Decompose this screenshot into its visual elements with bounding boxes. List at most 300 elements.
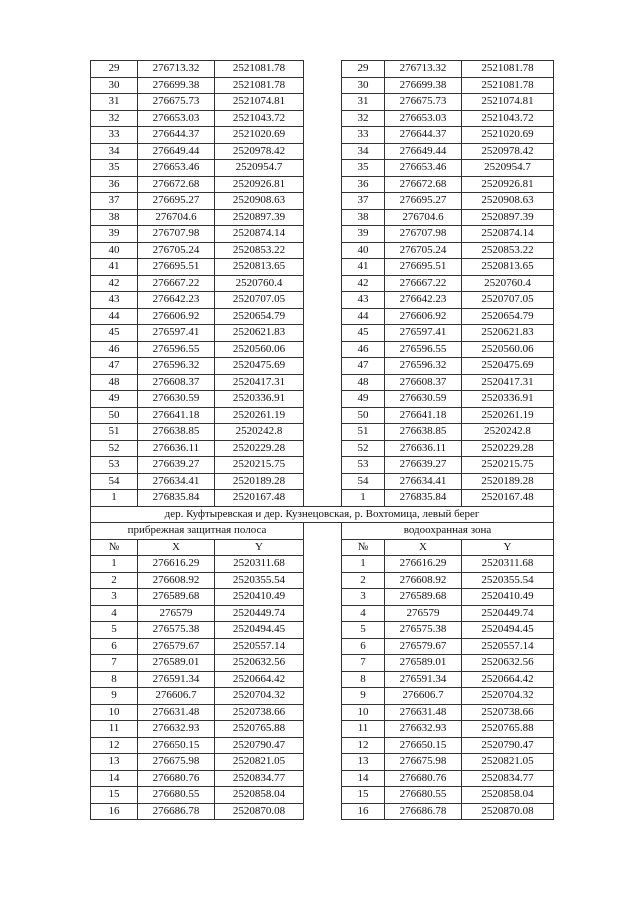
table-gap <box>304 143 342 160</box>
right-x-coordinate: 276634.41 <box>385 473 462 490</box>
left-point-number: 12 <box>91 737 138 754</box>
left-point-number: 5 <box>91 622 138 639</box>
table-row <box>91 704 554 721</box>
right-y-coordinate: 2520874.14 <box>462 226 554 243</box>
table-gap <box>304 259 342 276</box>
left-y-coordinate: 2520926.81 <box>215 176 304 193</box>
table-gap <box>304 671 342 688</box>
left-point-number: 34 <box>91 143 138 160</box>
right-y-coordinate: 2520494.45 <box>462 622 554 639</box>
table-row <box>91 638 554 655</box>
table-gap <box>304 193 342 210</box>
left-point-number: 49 <box>91 391 138 408</box>
right-y-coordinate: 2520760.4 <box>462 275 554 292</box>
left-y-coordinate: 2520621.83 <box>215 325 304 342</box>
right-point-number: 53 <box>342 457 385 474</box>
right-point-number: 47 <box>342 358 385 375</box>
top-coordinates-body <box>91 61 554 507</box>
right-point-number: 48 <box>342 374 385 391</box>
table-row <box>91 688 554 705</box>
left-y-coordinate: 2520167.48 <box>215 490 304 507</box>
left-x-coordinate: 276589.01 <box>138 655 215 672</box>
left-point-number: 36 <box>91 176 138 193</box>
table-gap <box>304 803 342 820</box>
table-row <box>91 803 554 820</box>
section-title-row <box>91 506 554 523</box>
right-x-coordinate: 276675.98 <box>385 754 462 771</box>
left-x-coordinate: 276686.78 <box>138 803 215 820</box>
left-number-header: № <box>91 539 138 556</box>
right-y-coordinate: 2520621.83 <box>462 325 554 342</box>
table-row <box>91 655 554 672</box>
table-row <box>91 391 554 408</box>
left-y-coordinate: 2520449.74 <box>215 605 304 622</box>
table-row <box>91 61 554 78</box>
right-point-number: 35 <box>342 160 385 177</box>
right-x-coordinate: 276680.76 <box>385 770 462 787</box>
right-x-coordinate: 276704.6 <box>385 209 462 226</box>
right-point-number: 40 <box>342 242 385 259</box>
right-point-number: 43 <box>342 292 385 309</box>
table-row <box>91 457 554 474</box>
table-row <box>91 440 554 457</box>
table-gap <box>304 523 342 540</box>
left-x-coordinate: 276579 <box>138 605 215 622</box>
table-row <box>91 622 554 639</box>
left-y-coordinate: 2520834.77 <box>215 770 304 787</box>
left-point-number: 13 <box>91 754 138 771</box>
table-row <box>91 160 554 177</box>
left-point-number: 37 <box>91 193 138 210</box>
right-point-number: 52 <box>342 440 385 457</box>
left-x-coordinate: 276704.6 <box>138 209 215 226</box>
right-x-coordinate: 276608.37 <box>385 374 462 391</box>
table-row <box>91 127 554 144</box>
right-point-number: 42 <box>342 275 385 292</box>
table-gap <box>304 341 342 358</box>
table-row <box>91 77 554 94</box>
table-gap <box>304 721 342 738</box>
right-y-coordinate: 2521043.72 <box>462 110 554 127</box>
right-y-coordinate: 2520654.79 <box>462 308 554 325</box>
right-y-coordinate: 2520858.04 <box>462 787 554 804</box>
table-gap <box>304 770 342 787</box>
right-y-coordinate: 2521020.69 <box>462 127 554 144</box>
left-x-coordinate: 276644.37 <box>138 127 215 144</box>
right-x-header: X <box>385 539 462 556</box>
right-y-coordinate: 2521081.78 <box>462 61 554 78</box>
table-row <box>91 770 554 787</box>
left-point-number: 48 <box>91 374 138 391</box>
left-x-coordinate: 276597.41 <box>138 325 215 342</box>
left-y-coordinate: 2520821.05 <box>215 754 304 771</box>
right-x-coordinate: 276597.41 <box>385 325 462 342</box>
right-y-coordinate: 2520189.28 <box>462 473 554 490</box>
right-y-coordinate: 2521081.78 <box>462 77 554 94</box>
right-y-coordinate: 2520765.88 <box>462 721 554 738</box>
left-point-number: 52 <box>91 440 138 457</box>
left-x-coordinate: 276653.03 <box>138 110 215 127</box>
right-x-coordinate: 276680.55 <box>385 787 462 804</box>
table-row <box>91 787 554 804</box>
table-gap <box>304 704 342 721</box>
right-point-number: 12 <box>342 737 385 754</box>
bottom-coordinates-body <box>91 556 554 820</box>
right-x-coordinate: 276713.32 <box>385 61 462 78</box>
right-point-number: 3 <box>342 589 385 606</box>
left-point-number: 29 <box>91 61 138 78</box>
left-x-coordinate: 276591.34 <box>138 671 215 688</box>
left-y-coordinate: 2520765.88 <box>215 721 304 738</box>
left-x-coordinate: 276636.11 <box>138 440 215 457</box>
left-y-coordinate: 2520242.8 <box>215 424 304 441</box>
left-x-coordinate: 276608.37 <box>138 374 215 391</box>
right-x-coordinate: 276707.98 <box>385 226 462 243</box>
left-point-number: 44 <box>91 308 138 325</box>
left-point-number: 4 <box>91 605 138 622</box>
right-x-coordinate: 276653.46 <box>385 160 462 177</box>
right-x-coordinate: 276596.55 <box>385 341 462 358</box>
left-point-number: 45 <box>91 325 138 342</box>
left-subtitle: прибрежная защитная полоса <box>91 523 304 540</box>
left-y-coordinate: 2520853.22 <box>215 242 304 259</box>
left-x-coordinate: 276596.32 <box>138 358 215 375</box>
left-y-coordinate: 2520560.06 <box>215 341 304 358</box>
table-row <box>91 275 554 292</box>
right-y-coordinate: 2520311.68 <box>462 556 554 573</box>
right-x-coordinate: 276650.15 <box>385 737 462 754</box>
table-row <box>91 209 554 226</box>
left-y-coordinate: 2520189.28 <box>215 473 304 490</box>
left-point-number: 7 <box>91 655 138 672</box>
left-y-coordinate: 2520410.49 <box>215 589 304 606</box>
right-y-coordinate: 2520560.06 <box>462 341 554 358</box>
right-x-coordinate: 276630.59 <box>385 391 462 408</box>
table-row <box>91 226 554 243</box>
right-x-coordinate: 276667.22 <box>385 275 462 292</box>
left-point-number: 2 <box>91 572 138 589</box>
left-x-coordinate: 276589.68 <box>138 589 215 606</box>
right-y-coordinate: 2520897.39 <box>462 209 554 226</box>
right-point-number: 2 <box>342 572 385 589</box>
table-gap <box>304 77 342 94</box>
right-y-coordinate: 2520707.05 <box>462 292 554 309</box>
left-point-number: 35 <box>91 160 138 177</box>
right-point-number: 4 <box>342 605 385 622</box>
table-gap <box>304 737 342 754</box>
right-y-coordinate: 2520417.31 <box>462 374 554 391</box>
right-y-coordinate: 2520664.42 <box>462 671 554 688</box>
left-x-coordinate: 276699.38 <box>138 77 215 94</box>
left-x-coordinate: 276596.55 <box>138 341 215 358</box>
right-y-coordinate: 2520790.47 <box>462 737 554 754</box>
table-gap <box>304 457 342 474</box>
table-gap <box>304 787 342 804</box>
right-point-number: 54 <box>342 473 385 490</box>
left-point-number: 30 <box>91 77 138 94</box>
right-point-number: 9 <box>342 688 385 705</box>
left-point-number: 32 <box>91 110 138 127</box>
left-y-coordinate: 2520738.66 <box>215 704 304 721</box>
right-x-coordinate: 276606.92 <box>385 308 462 325</box>
left-x-coordinate: 276672.68 <box>138 176 215 193</box>
right-x-coordinate: 276591.34 <box>385 671 462 688</box>
left-x-coordinate: 276835.84 <box>138 490 215 507</box>
right-x-coordinate: 276699.38 <box>385 77 462 94</box>
right-point-number: 46 <box>342 341 385 358</box>
column-header-row <box>91 539 554 556</box>
table-gap <box>304 160 342 177</box>
left-point-number: 42 <box>91 275 138 292</box>
coordinates-table <box>90 60 554 820</box>
table-gap <box>304 61 342 78</box>
right-point-number: 11 <box>342 721 385 738</box>
section-header <box>91 506 554 556</box>
table-gap <box>304 176 342 193</box>
table-row <box>91 193 554 210</box>
right-point-number: 5 <box>342 622 385 639</box>
left-point-number: 6 <box>91 638 138 655</box>
left-point-number: 47 <box>91 358 138 375</box>
table-gap <box>304 242 342 259</box>
table-row <box>91 110 554 127</box>
left-y-coordinate: 2520215.75 <box>215 457 304 474</box>
table-row <box>91 589 554 606</box>
right-point-number: 1 <box>342 490 385 507</box>
table-gap <box>304 688 342 705</box>
subtitle-row <box>91 523 554 540</box>
right-point-number: 38 <box>342 209 385 226</box>
left-x-coordinate: 276616.29 <box>138 556 215 573</box>
left-x-coordinate: 276707.98 <box>138 226 215 243</box>
right-x-coordinate: 276606.7 <box>385 688 462 705</box>
right-y-coordinate: 2520853.22 <box>462 242 554 259</box>
left-x-coordinate: 276606.7 <box>138 688 215 705</box>
table-row <box>91 424 554 441</box>
right-x-coordinate: 276608.92 <box>385 572 462 589</box>
left-point-number: 54 <box>91 473 138 490</box>
right-x-coordinate: 276835.84 <box>385 490 462 507</box>
right-x-coordinate: 276695.27 <box>385 193 462 210</box>
left-point-number: 38 <box>91 209 138 226</box>
left-x-coordinate: 276675.98 <box>138 754 215 771</box>
table-gap <box>304 473 342 490</box>
right-point-number: 51 <box>342 424 385 441</box>
right-point-number: 10 <box>342 704 385 721</box>
table-gap <box>304 638 342 655</box>
left-x-coordinate: 276630.59 <box>138 391 215 408</box>
right-y-coordinate: 2520978.42 <box>462 143 554 160</box>
left-x-coordinate: 276579.67 <box>138 638 215 655</box>
right-x-coordinate: 276672.68 <box>385 176 462 193</box>
left-point-number: 31 <box>91 94 138 111</box>
table-row <box>91 473 554 490</box>
right-y-coordinate: 2520557.14 <box>462 638 554 655</box>
table-row <box>91 572 554 589</box>
table-gap <box>304 655 342 672</box>
right-y-coordinate: 2520475.69 <box>462 358 554 375</box>
right-y-coordinate: 2520870.08 <box>462 803 554 820</box>
table-row <box>91 242 554 259</box>
right-y-coordinate: 2520242.8 <box>462 424 554 441</box>
table-gap <box>304 407 342 424</box>
right-point-number: 15 <box>342 787 385 804</box>
left-y-coordinate: 2520664.42 <box>215 671 304 688</box>
left-y-coordinate: 2521043.72 <box>215 110 304 127</box>
right-x-coordinate: 276642.23 <box>385 292 462 309</box>
right-y-coordinate: 2520449.74 <box>462 605 554 622</box>
left-x-coordinate: 276631.48 <box>138 704 215 721</box>
table-row <box>91 94 554 111</box>
right-x-coordinate: 276695.51 <box>385 259 462 276</box>
right-y-coordinate: 2520738.66 <box>462 704 554 721</box>
left-point-number: 10 <box>91 704 138 721</box>
left-point-number: 46 <box>91 341 138 358</box>
left-x-coordinate: 276713.32 <box>138 61 215 78</box>
right-y-coordinate: 2520410.49 <box>462 589 554 606</box>
right-subtitle: водоохранная зона <box>342 523 554 540</box>
left-y-coordinate: 2520494.45 <box>215 622 304 639</box>
left-point-number: 53 <box>91 457 138 474</box>
right-y-coordinate: 2520908.63 <box>462 193 554 210</box>
left-x-header: X <box>138 539 215 556</box>
table-gap <box>304 110 342 127</box>
right-y-coordinate: 2520926.81 <box>462 176 554 193</box>
right-point-number: 50 <box>342 407 385 424</box>
left-point-number: 1 <box>91 556 138 573</box>
right-x-coordinate: 276596.32 <box>385 358 462 375</box>
table-row <box>91 671 554 688</box>
table-row <box>91 407 554 424</box>
right-number-header: № <box>342 539 385 556</box>
right-point-number: 6 <box>342 638 385 655</box>
left-point-number: 15 <box>91 787 138 804</box>
table-gap <box>304 308 342 325</box>
left-y-coordinate: 2520813.65 <box>215 259 304 276</box>
left-y-coordinate: 2521074.81 <box>215 94 304 111</box>
right-x-coordinate: 276639.27 <box>385 457 462 474</box>
table-row <box>91 143 554 160</box>
left-point-number: 50 <box>91 407 138 424</box>
table-gap <box>304 424 342 441</box>
left-point-number: 33 <box>91 127 138 144</box>
table-gap <box>304 292 342 309</box>
left-y-coordinate: 2521020.69 <box>215 127 304 144</box>
left-y-coordinate: 2520355.54 <box>215 572 304 589</box>
left-point-number: 16 <box>91 803 138 820</box>
left-y-coordinate: 2520229.28 <box>215 440 304 457</box>
right-point-number: 32 <box>342 110 385 127</box>
right-y-coordinate: 2520821.05 <box>462 754 554 771</box>
right-x-coordinate: 276636.11 <box>385 440 462 457</box>
right-x-coordinate: 276675.73 <box>385 94 462 111</box>
right-point-number: 39 <box>342 226 385 243</box>
table-gap <box>304 209 342 226</box>
table-gap <box>304 275 342 292</box>
table-row <box>91 176 554 193</box>
table-gap <box>304 622 342 639</box>
left-y-coordinate: 2520336.91 <box>215 391 304 408</box>
right-x-coordinate: 276575.38 <box>385 622 462 639</box>
table-gap <box>304 490 342 507</box>
right-x-coordinate: 276589.01 <box>385 655 462 672</box>
right-y-coordinate: 2520954.7 <box>462 160 554 177</box>
table-row <box>91 308 554 325</box>
right-x-coordinate: 276632.93 <box>385 721 462 738</box>
left-x-coordinate: 276639.27 <box>138 457 215 474</box>
table-row <box>91 490 554 507</box>
right-point-number: 1 <box>342 556 385 573</box>
left-x-coordinate: 276608.92 <box>138 572 215 589</box>
left-y-coordinate: 2520760.4 <box>215 275 304 292</box>
right-point-number: 29 <box>342 61 385 78</box>
right-point-number: 31 <box>342 94 385 111</box>
left-x-coordinate: 276632.93 <box>138 721 215 738</box>
table-row <box>91 259 554 276</box>
right-y-coordinate: 2520355.54 <box>462 572 554 589</box>
table-gap <box>304 589 342 606</box>
left-x-coordinate: 276667.22 <box>138 275 215 292</box>
left-x-coordinate: 276675.73 <box>138 94 215 111</box>
table-gap <box>304 325 342 342</box>
left-x-coordinate: 276649.44 <box>138 143 215 160</box>
left-y-coordinate: 2520654.79 <box>215 308 304 325</box>
left-point-number: 3 <box>91 589 138 606</box>
left-y-coordinate: 2520557.14 <box>215 638 304 655</box>
right-y-coordinate: 2520261.19 <box>462 407 554 424</box>
table-gap <box>304 556 342 573</box>
right-point-number: 49 <box>342 391 385 408</box>
right-y-coordinate: 2520813.65 <box>462 259 554 276</box>
left-point-number: 14 <box>91 770 138 787</box>
right-y-coordinate: 2520215.75 <box>462 457 554 474</box>
right-y-coordinate: 2520336.91 <box>462 391 554 408</box>
right-point-number: 44 <box>342 308 385 325</box>
right-point-number: 13 <box>342 754 385 771</box>
right-x-coordinate: 276579.67 <box>385 638 462 655</box>
right-x-coordinate: 276644.37 <box>385 127 462 144</box>
table-row <box>91 374 554 391</box>
table-row <box>91 737 554 754</box>
left-point-number: 43 <box>91 292 138 309</box>
left-point-number: 8 <box>91 671 138 688</box>
table-gap <box>304 572 342 589</box>
right-x-coordinate: 276686.78 <box>385 803 462 820</box>
right-point-number: 41 <box>342 259 385 276</box>
left-x-coordinate: 276653.46 <box>138 160 215 177</box>
left-y-coordinate: 2520858.04 <box>215 787 304 804</box>
left-y-coordinate: 2521081.78 <box>215 61 304 78</box>
left-y-coordinate: 2520475.69 <box>215 358 304 375</box>
right-x-coordinate: 276616.29 <box>385 556 462 573</box>
right-point-number: 8 <box>342 671 385 688</box>
table-gap <box>304 605 342 622</box>
right-point-number: 45 <box>342 325 385 342</box>
left-x-coordinate: 276641.18 <box>138 407 215 424</box>
right-x-coordinate: 276579 <box>385 605 462 622</box>
table-gap <box>304 440 342 457</box>
left-y-coordinate: 2520790.47 <box>215 737 304 754</box>
right-point-number: 7 <box>342 655 385 672</box>
table-gap <box>304 358 342 375</box>
left-x-coordinate: 276638.85 <box>138 424 215 441</box>
table-row <box>91 556 554 573</box>
table-gap <box>304 374 342 391</box>
left-x-coordinate: 276695.27 <box>138 193 215 210</box>
table-row <box>91 721 554 738</box>
right-point-number: 33 <box>342 127 385 144</box>
left-y-coordinate: 2520870.08 <box>215 803 304 820</box>
